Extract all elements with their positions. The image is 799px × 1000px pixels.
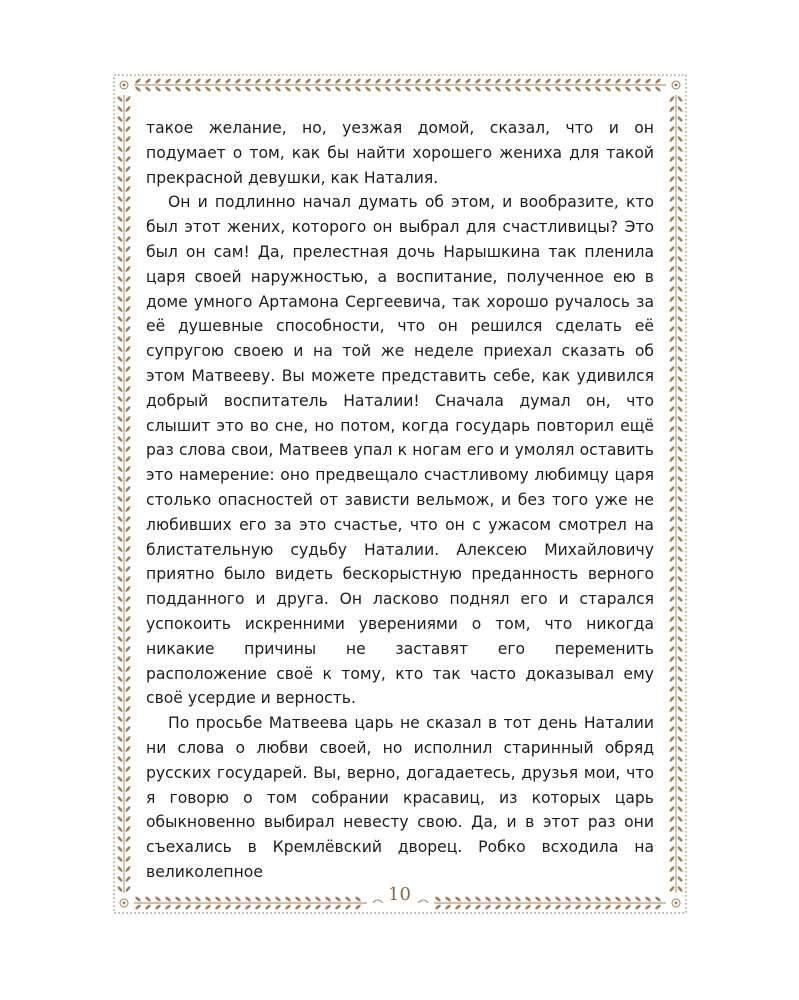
paragraph-2: Он и подлинно начал думать об этом, и вообразите, кто был этот жених, которого он выбрал для счастливицы? Это был он сам! Да, прелестная дочь Нарышкина так пленила царя своей наружностью, а воспитание, полученное ею в доме умного Артамона Сергеевича, так хорошо ручалось за её душевные способности, что он решился сделать её супругою своею и на той же неделе приехал сказать об этом Матвееву. Вы можете представить себе, как удивился добрый воспитатель Наталии! Сначала думал он, что слышит это во сне, но потом, когда государь повторил ещё раз слова свои, Матвеев упал к ногам его и умолял оставить это намерение: оно предвещало счастливому любимцу царя столько опасностей от зависти вельмож, и без того уже не любивших его за это счастье, что он с ужасом смотрел на блистательную судьбу Наталии. Алексею Михайловичу приятно было видеть бескорыстную преданность верного подданного и друга. Он ласково поднял его и старался успокоить искренними уверениями о том, что никогда никакие причины не заставят его переменить расположение своё к тому, кто так часто доказывал ему своё усердие и верность. <box>146 193 654 708</box>
page-text <box>146 116 654 885</box>
paragraph-1: такое желание, но, уезжая домой, сказал, что и он подумает о том, как бы найти хорошего жениха для такой прекрасной девушки, как Наталия. <box>146 119 654 187</box>
paragraph-3: По просьбе Матвеева царь не сказал в тот день Наталии ни слова о любви своей, но исполнил старинный обряд русских государей. Вы, верно, догадаетесь, друзья мои, что я говорю о том собрании красавиц, из которых царь обыкновенно выбирал невесту свою. Да, и в этот раз они съехались в Кремлёвский дворец. Робко всходила на великолепное <box>146 714 654 881</box>
page-number: 10 <box>388 884 411 905</box>
